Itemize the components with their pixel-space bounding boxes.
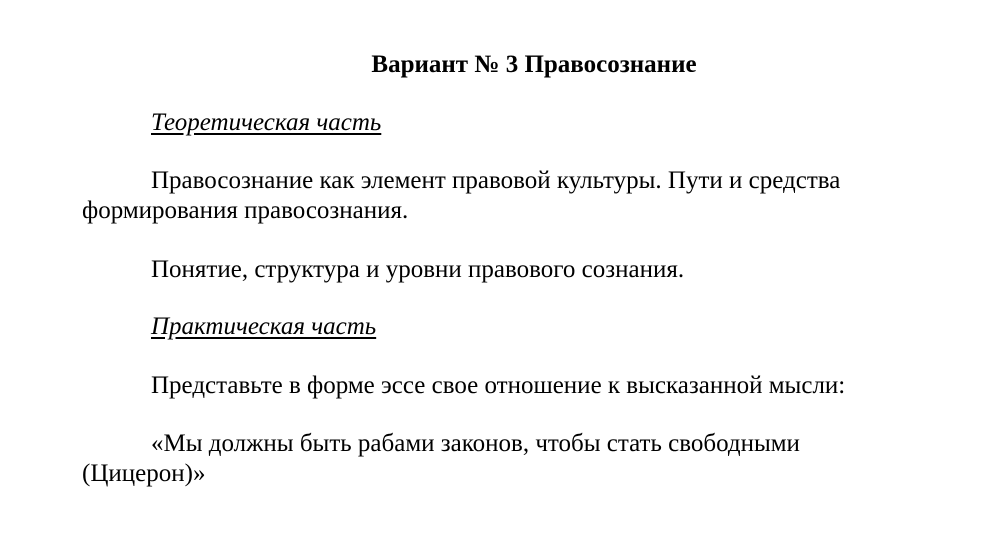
theory-item-1: Правосознание как элемент правовой культуры. Пути и средства формирования правосознания. bbox=[82, 167, 841, 224]
quote-paragraph: «Мы должны быть рабами законов, чтобы стать свободными (Цицерон)» bbox=[82, 430, 800, 487]
practice-heading: Практическая часть bbox=[151, 313, 377, 340]
theory-item-2: Понятие, структура и уровни правового сознания. bbox=[151, 256, 685, 283]
document-title: Вариант № 3 Правосознание bbox=[371, 51, 697, 78]
theory-heading: Теоретическая часть bbox=[151, 109, 382, 136]
practice-task: Представьте в форме эссе свое отношение к высказанной мысли: bbox=[151, 372, 846, 399]
